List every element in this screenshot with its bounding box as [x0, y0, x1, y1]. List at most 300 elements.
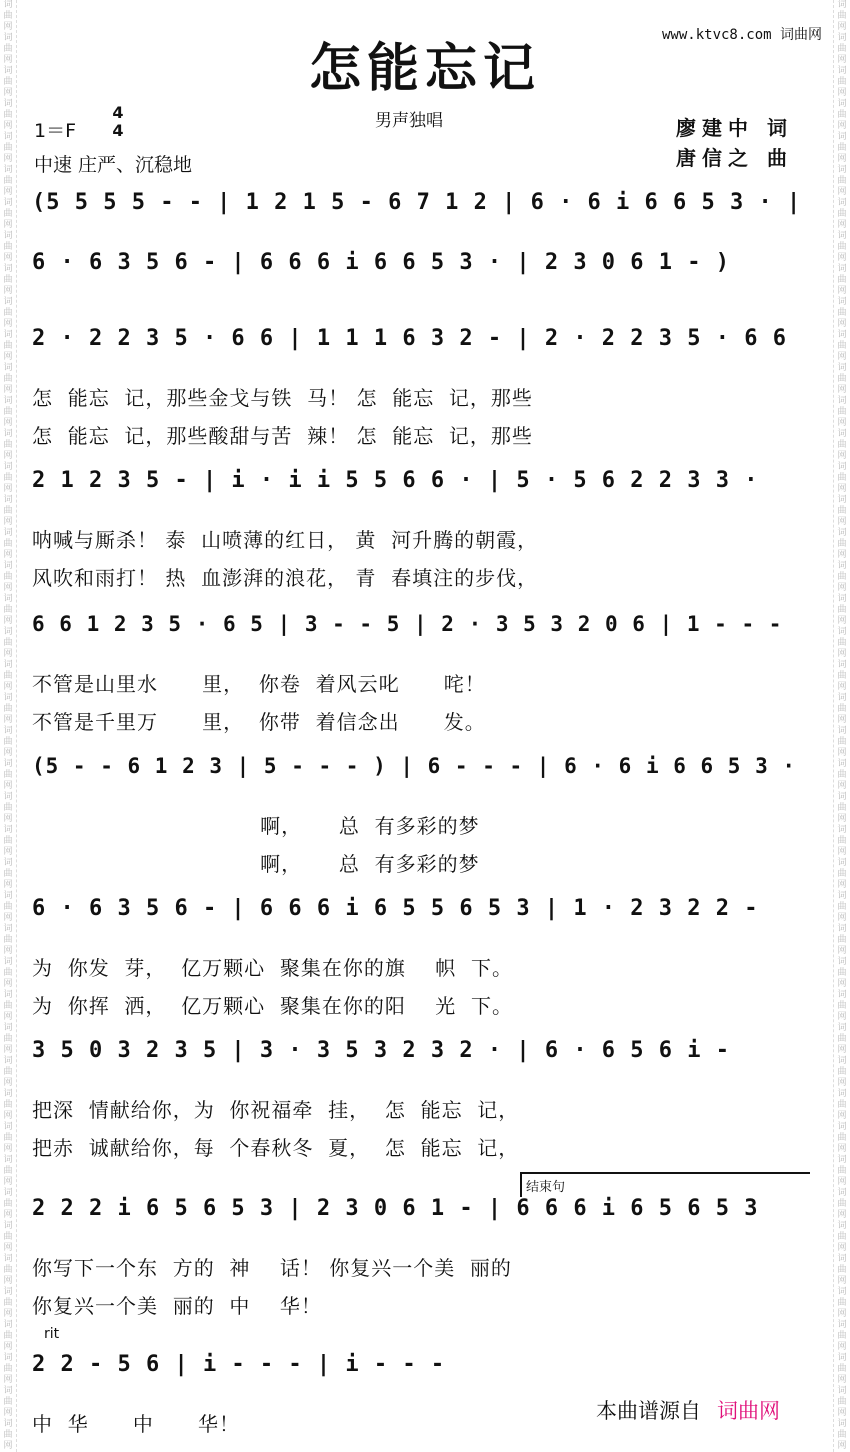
tempo-marking: 中速 庄严、沉稳地 [34, 154, 193, 176]
watermark-char: 词 [3, 1320, 13, 1330]
watermark-char: 曲 [837, 935, 847, 945]
watermark-char: 网 [3, 1441, 13, 1451]
watermark-char: 曲 [837, 473, 847, 483]
watermark-char: 网 [837, 1045, 847, 1055]
watermark-char: 网 [837, 1144, 847, 1154]
lyric-line: 把赤 诚献给你，每 个春秋冬 夏， 怎 能忘 记， [32, 1136, 520, 1160]
watermark-char: 网 [3, 484, 13, 494]
watermark-char: 曲 [3, 704, 13, 714]
watermark-char: 词 [3, 462, 13, 472]
watermark-char: 曲 [3, 209, 13, 219]
watermark-char: 词 [3, 330, 13, 340]
watermark-char: 词 [837, 1089, 847, 1099]
watermark-char: 词 [3, 1056, 13, 1066]
watermark-char: 词 [837, 462, 847, 472]
watermark-char: 曲 [837, 737, 847, 747]
watermark-char: 词 [3, 363, 13, 373]
watermark-char: 词 [3, 924, 13, 934]
watermark-char: 曲 [3, 737, 13, 747]
watermark-char: 网 [837, 55, 847, 65]
watermark-char: 曲 [3, 1133, 13, 1143]
lyric-line: 中 华 中 华！ [32, 1412, 241, 1436]
watermark-char: 词 [837, 891, 847, 901]
watermark-char: 词 [3, 990, 13, 1000]
watermark-char: 网 [837, 946, 847, 956]
watermark-char: 网 [3, 682, 13, 692]
watermark-char: 曲 [3, 77, 13, 87]
watermark-char: 网 [837, 847, 847, 857]
watermark-char: 网 [837, 286, 847, 296]
watermark-char: 词 [3, 594, 13, 604]
watermark-char: 网 [837, 550, 847, 560]
watermark-char: 网 [3, 616, 13, 626]
watermark-char: 网 [3, 517, 13, 527]
watermark-char: 曲 [837, 1331, 847, 1341]
watermark-char: 网 [3, 979, 13, 989]
watermark-char: 曲 [837, 638, 847, 648]
watermark-char: 曲 [837, 836, 847, 846]
watermark-char: 网 [837, 220, 847, 230]
lyric-line: 你复兴一个美 丽的 中 华！ [32, 1294, 322, 1318]
watermark-char: 词 [3, 1221, 13, 1231]
watermark-char: 曲 [3, 1166, 13, 1176]
watermark-char: 网 [3, 1210, 13, 1220]
lyric-line: 把深 情献给你，为 你祝福牵 挂， 怎 能忘 记， [32, 1098, 520, 1122]
watermark-char: 曲 [3, 341, 13, 351]
watermark-char: 词 [837, 1122, 847, 1132]
watermark-char: 曲 [837, 1001, 847, 1011]
watermark-char: 词 [3, 231, 13, 241]
song-subtitle: 男声独唱 [375, 111, 443, 131]
watermark-char: 网 [3, 847, 13, 857]
watermark-char: 曲 [3, 1199, 13, 1209]
time-signature [108, 104, 128, 140]
watermark-char: 曲 [3, 242, 13, 252]
watermark-char: 词 [3, 1089, 13, 1099]
watermark-char: 曲 [837, 605, 847, 615]
watermark-char: 曲 [3, 275, 13, 285]
watermark-char: 词 [837, 1221, 847, 1231]
notes-line: (5 - - 6 1 2 3 | 5 - - - ) | 6 - - - | 6 · 6 i 6 6 5 3 · [32, 754, 797, 778]
notes-line: 2 2 - 5 6 | i - - - | i - - - [32, 1352, 446, 1377]
watermark-char: 网 [3, 1177, 13, 1187]
lyric-line: 怎 能忘 记，那些金戈与铁 马！ 怎 能忘 记，那些 [32, 386, 533, 410]
watermark-char: 网 [3, 880, 13, 890]
watermark-char: 网 [3, 1309, 13, 1319]
watermark-char: 网 [3, 22, 13, 32]
watermark-char: 词 [837, 363, 847, 373]
watermark-char: 网 [3, 583, 13, 593]
lyric-line: 呐喊与厮杀！ 泰 山喷薄的红日， 黄 河升腾的朝霞， [32, 528, 539, 552]
watermark-char: 网 [837, 748, 847, 758]
watermark-char: 曲 [837, 770, 847, 780]
watermark-char: 词 [837, 1155, 847, 1165]
watermark-char: 网 [837, 418, 847, 428]
lyric-line: 为 你发 芽， 亿万颗心 聚集在你的旗 帜 下。 [32, 956, 514, 980]
watermark-char: 网 [3, 1144, 13, 1154]
watermark-char: 词 [837, 0, 847, 10]
lyric-line: 啊， 总 有多彩的梦 [32, 814, 480, 838]
watermark-char: 曲 [3, 1397, 13, 1407]
watermark-char: 词 [3, 495, 13, 505]
watermark-char: 词 [837, 1287, 847, 1297]
watermark-char: 词 [3, 99, 13, 109]
watermark-char: 网 [3, 1045, 13, 1055]
watermark-char: 网 [837, 1342, 847, 1352]
notes-line: 3 5 0 3 2 3 5 | 3 · 3 5 3 2 3 2 · | 6 · 6 5 6 i - [32, 1038, 731, 1063]
watermark-char: 网 [3, 649, 13, 659]
watermark-char: 词 [3, 726, 13, 736]
watermark-char: 曲 [3, 605, 13, 615]
lyric-line: 啊， 总 有多彩的梦 [32, 852, 480, 876]
watermark-char: 网 [837, 187, 847, 197]
watermark-char: 网 [837, 979, 847, 989]
site-url[interactable]: www.ktvc8.com 词曲网 [662, 27, 823, 43]
watermark-char: 网 [3, 814, 13, 824]
watermark-char: 词 [3, 198, 13, 208]
watermark-char: 词 [837, 792, 847, 802]
watermark-char: 曲 [837, 1265, 847, 1275]
watermark-char: 曲 [3, 473, 13, 483]
watermark-char: 网 [837, 781, 847, 791]
watermark-char: 曲 [3, 671, 13, 681]
lyric-line: 你写下一个东 方的 神 话！ 你复兴一个美 丽的 [32, 1256, 512, 1280]
score-system [32, 468, 812, 508]
notes-line: (5 5 5 5 - - | 1 2 1 5 - 6 7 1 2 | 6 · 6 i 6 6 5 3 · | [32, 190, 802, 215]
watermark-char: 网 [837, 616, 847, 626]
watermark-char: 词 [3, 957, 13, 967]
watermark-char: 曲 [3, 407, 13, 417]
watermark-char: 网 [837, 1408, 847, 1418]
score-system [32, 1352, 812, 1392]
notes-line: 2 2 2 i 6 5 6 5 3 | 2 3 0 6 1 - | 6 6 6 i 6 5 6 5 3 [32, 1196, 759, 1221]
watermark-char: 曲 [837, 11, 847, 21]
watermark-char: 词 [837, 1023, 847, 1033]
watermark-char: 曲 [3, 1430, 13, 1440]
watermark-char: 网 [3, 253, 13, 263]
watermark-char: 曲 [3, 836, 13, 846]
watermark-char: 词 [837, 99, 847, 109]
watermark-char: 词 [3, 858, 13, 868]
watermark-char: 曲 [3, 968, 13, 978]
score-system [32, 896, 812, 936]
watermark-char: 网 [837, 484, 847, 494]
watermark-char: 网 [3, 1111, 13, 1121]
watermark-char: 词 [837, 33, 847, 43]
watermark-char: 网 [837, 814, 847, 824]
watermark-char: 曲 [837, 1199, 847, 1209]
watermark-char: 曲 [837, 1430, 847, 1440]
watermark-char: 曲 [3, 770, 13, 780]
watermark-char: 词 [837, 66, 847, 76]
watermark-char: 网 [837, 451, 847, 461]
watermark-char: 词 [837, 330, 847, 340]
score-system [32, 1196, 812, 1236]
watermark-char: 网 [3, 220, 13, 230]
watermark-char: 曲 [3, 638, 13, 648]
watermark-char: 网 [837, 649, 847, 659]
lyric-line: 不管是山里水 里， 你卷 着风云叱 咤！ [32, 672, 486, 696]
watermark-char: 网 [3, 121, 13, 131]
watermark-char: 词 [3, 429, 13, 439]
watermark-char: 网 [837, 1441, 847, 1451]
watermark-char: 曲 [837, 242, 847, 252]
watermark-char: 曲 [837, 77, 847, 87]
watermark-char: 网 [837, 385, 847, 395]
watermark-char: 词 [837, 264, 847, 274]
source-brand-link[interactable]: 词曲网 [717, 1399, 780, 1423]
watermark-char: 曲 [3, 110, 13, 120]
watermark-char: 词 [837, 231, 847, 241]
watermark-char: 词 [3, 759, 13, 769]
score-system [32, 250, 812, 290]
watermark-char: 曲 [3, 44, 13, 54]
watermark-char: 词 [3, 693, 13, 703]
watermark-char: 词 [3, 0, 13, 10]
watermark-char: 曲 [837, 143, 847, 153]
watermark-char: 网 [837, 319, 847, 329]
watermark-char: 曲 [837, 110, 847, 120]
watermark-char: 网 [3, 748, 13, 758]
watermark-char: 曲 [3, 935, 13, 945]
watermark-char: 曲 [3, 506, 13, 516]
watermark-char: 网 [3, 88, 13, 98]
watermark-char: 词 [837, 693, 847, 703]
watermark-char: 词 [837, 990, 847, 1000]
watermark-char: 曲 [837, 275, 847, 285]
watermark-char: 曲 [3, 1232, 13, 1242]
watermark-char: 网 [837, 1375, 847, 1385]
watermark-char: 网 [837, 1309, 847, 1319]
watermark-char: 曲 [837, 1298, 847, 1308]
watermark-char: 曲 [837, 704, 847, 714]
watermark-char: 网 [837, 715, 847, 725]
lyric-line: 不管是千里万 里， 你带 着信念出 发。 [32, 710, 486, 734]
watermark-char: 词 [837, 594, 847, 604]
watermark-char: 词 [837, 1419, 847, 1429]
watermark-char: 词 [3, 1254, 13, 1264]
watermark-char: 词 [837, 1188, 847, 1198]
watermark-char: 曲 [3, 1034, 13, 1044]
watermark-char: 网 [3, 286, 13, 296]
watermark-char: 词 [3, 1287, 13, 1297]
watermark-char: 曲 [837, 1133, 847, 1143]
watermark-char: 网 [3, 1243, 13, 1253]
watermark-char: 曲 [3, 11, 13, 21]
score-system [32, 754, 812, 794]
lyric-line: 为 你挥 洒， 亿万颗心 聚集在你的阳 光 下。 [32, 994, 514, 1018]
watermark-char: 曲 [3, 1001, 13, 1011]
watermark-char: 网 [3, 418, 13, 428]
watermark-char: 网 [837, 583, 847, 593]
watermark-char: 词 [3, 1386, 13, 1396]
watermark-char: 网 [837, 253, 847, 263]
notes-line: 2 · 2 2 3 5 · 6 6 | 1 1 1 6 3 2 - | 2 · 2 2 3 5 · 6 6 [32, 326, 787, 351]
watermark-char: 词 [837, 396, 847, 406]
watermark-char: 词 [837, 1056, 847, 1066]
watermark-char: 曲 [837, 1232, 847, 1242]
watermark-char: 词 [3, 132, 13, 142]
watermark-char: 词 [3, 792, 13, 802]
watermark-char: 网 [3, 1078, 13, 1088]
watermark-char: 曲 [3, 539, 13, 549]
watermark-char: 网 [837, 154, 847, 164]
watermark-char: 网 [3, 352, 13, 362]
watermark-char: 词 [3, 396, 13, 406]
watermark-char: 词 [3, 825, 13, 835]
watermark-char: 网 [3, 319, 13, 329]
watermark-char: 词 [3, 165, 13, 175]
watermark-char: 网 [837, 1078, 847, 1088]
ending-label: 结束句 [520, 1172, 810, 1197]
watermark-char: 词 [837, 429, 847, 439]
watermark-char: 网 [3, 187, 13, 197]
watermark-char: 曲 [3, 374, 13, 384]
watermark-char: 词 [837, 198, 847, 208]
key-signature: 1＝F [34, 120, 77, 142]
watermark-char: 词 [837, 297, 847, 307]
song-title: 怎能忘记 [308, 39, 541, 99]
score-system [32, 190, 812, 230]
watermark-char: 网 [3, 1408, 13, 1418]
watermark-char: 词 [3, 627, 13, 637]
watermark-char: 曲 [3, 440, 13, 450]
watermark-char: 曲 [3, 1067, 13, 1077]
lyricist-credit: 廖建中 词 [676, 116, 793, 140]
notes-line: 2 1 2 3 5 - | i · i i 5 5 6 6 · | 5 · 5 6 2 2 3 3 · [32, 468, 759, 493]
watermark-char: 词 [837, 561, 847, 571]
watermark-char: 网 [3, 1276, 13, 1286]
watermark-char: 网 [837, 1111, 847, 1121]
watermark-char: 曲 [837, 407, 847, 417]
watermark-char: 曲 [837, 1397, 847, 1407]
watermark-char: 曲 [837, 1166, 847, 1176]
watermark-char: 网 [3, 1012, 13, 1022]
watermark-char: 词 [837, 726, 847, 736]
watermark-char: 网 [837, 1177, 847, 1187]
score-system [32, 1038, 812, 1078]
watermark-char: 网 [3, 385, 13, 395]
watermark-char: 词 [837, 1254, 847, 1264]
watermark-char: 词 [3, 1353, 13, 1363]
notes-line: 6 · 6 3 5 6 - | 6 6 6 i 6 5 5 6 5 3 | 1 · 2 3 2 2 - [32, 896, 759, 921]
watermark-char: 词 [837, 528, 847, 538]
watermark-char: 词 [837, 825, 847, 835]
watermark-char: 网 [837, 22, 847, 32]
watermark-char: 词 [837, 1386, 847, 1396]
score-system [32, 326, 812, 366]
watermark-char: 网 [3, 55, 13, 65]
watermark-char: 曲 [3, 902, 13, 912]
lyric-line: 怎 能忘 记，那些酸甜与苦 辣！ 怎 能忘 记，那些 [32, 424, 533, 448]
watermark-char: 词 [837, 858, 847, 868]
watermark-char: 词 [3, 33, 13, 43]
watermark-char: 网 [837, 1243, 847, 1253]
watermark-char: 网 [3, 154, 13, 164]
watermark-char: 曲 [837, 1067, 847, 1077]
watermark-char: 曲 [837, 308, 847, 318]
watermark-char: 曲 [3, 1298, 13, 1308]
watermark-char: 曲 [3, 1265, 13, 1275]
watermark-char: 网 [3, 550, 13, 560]
watermark-char: 网 [837, 1012, 847, 1022]
watermark-char: 词 [837, 495, 847, 505]
watermark-char: 词 [837, 660, 847, 670]
watermark-char: 词 [3, 1419, 13, 1429]
watermark-char: 曲 [3, 308, 13, 318]
watermark-char: 网 [837, 682, 847, 692]
watermark-char: 曲 [837, 803, 847, 813]
watermark-char: 网 [3, 781, 13, 791]
watermark-char: 网 [837, 880, 847, 890]
watermark-char: 曲 [837, 671, 847, 681]
watermark-char: 词 [837, 1320, 847, 1330]
watermark-char: 曲 [837, 176, 847, 186]
watermark-char: 网 [837, 121, 847, 131]
watermark-char: 网 [837, 88, 847, 98]
score-system [32, 612, 812, 652]
watermark-char: 曲 [3, 803, 13, 813]
watermark-char: 曲 [837, 1034, 847, 1044]
notes-line: 6 6 1 2 3 5 · 6 5 | 3 - - 5 | 2 · 3 5 3 2 0 6 | 1 - - - [32, 612, 783, 636]
lyric-line: 风吹和雨打！ 热 血澎湃的浪花， 青 春填注的步伐， [32, 566, 539, 590]
watermark-char: 词 [837, 627, 847, 637]
watermark-char: 词 [3, 1155, 13, 1165]
watermark-char: 网 [3, 451, 13, 461]
watermark-char: 曲 [837, 506, 847, 516]
watermark-char: 曲 [837, 572, 847, 582]
source-note [596, 1395, 780, 1425]
notes-line: 6 · 6 3 5 6 - | 6 6 6 i 6 6 5 3 · | 2 3 0 6 1 - ) [32, 250, 731, 275]
watermark-char: 词 [837, 132, 847, 142]
watermark-char: 曲 [3, 572, 13, 582]
watermark-char: 曲 [837, 440, 847, 450]
watermark-char: 网 [837, 1210, 847, 1220]
watermark-char: 网 [3, 1342, 13, 1352]
watermark-char: 词 [3, 891, 13, 901]
watermark-char: 曲 [3, 143, 13, 153]
watermark-char: 曲 [3, 1100, 13, 1110]
source-text: 本曲谱源自 [596, 1399, 701, 1423]
time-sig-bottom: 4 [112, 121, 124, 140]
watermark-char: 曲 [837, 341, 847, 351]
watermark-right [833, 0, 850, 1452]
watermark-char: 词 [3, 660, 13, 670]
watermark-char: 网 [3, 913, 13, 923]
watermark-char: 曲 [3, 176, 13, 186]
watermark-char: 词 [3, 66, 13, 76]
watermark-char: 曲 [837, 869, 847, 879]
composer-credit: 唐信之 曲 [676, 146, 793, 170]
watermark-char: 曲 [837, 968, 847, 978]
watermark-char: 词 [837, 924, 847, 934]
watermark-char: 曲 [3, 869, 13, 879]
watermark-char: 网 [837, 352, 847, 362]
watermark-char: 网 [837, 517, 847, 527]
watermark-char: 曲 [837, 209, 847, 219]
watermark-char: 曲 [837, 44, 847, 54]
watermark-char: 词 [3, 561, 13, 571]
rit-marking: rit [44, 1326, 60, 1342]
watermark-char: 曲 [837, 1364, 847, 1374]
watermark-char: 词 [3, 297, 13, 307]
watermark-char: 网 [3, 1375, 13, 1385]
watermark-char: 网 [837, 1276, 847, 1286]
watermark-char: 词 [837, 759, 847, 769]
watermark-char: 词 [3, 1188, 13, 1198]
watermark-char: 曲 [837, 374, 847, 384]
watermark-char: 词 [3, 1023, 13, 1033]
